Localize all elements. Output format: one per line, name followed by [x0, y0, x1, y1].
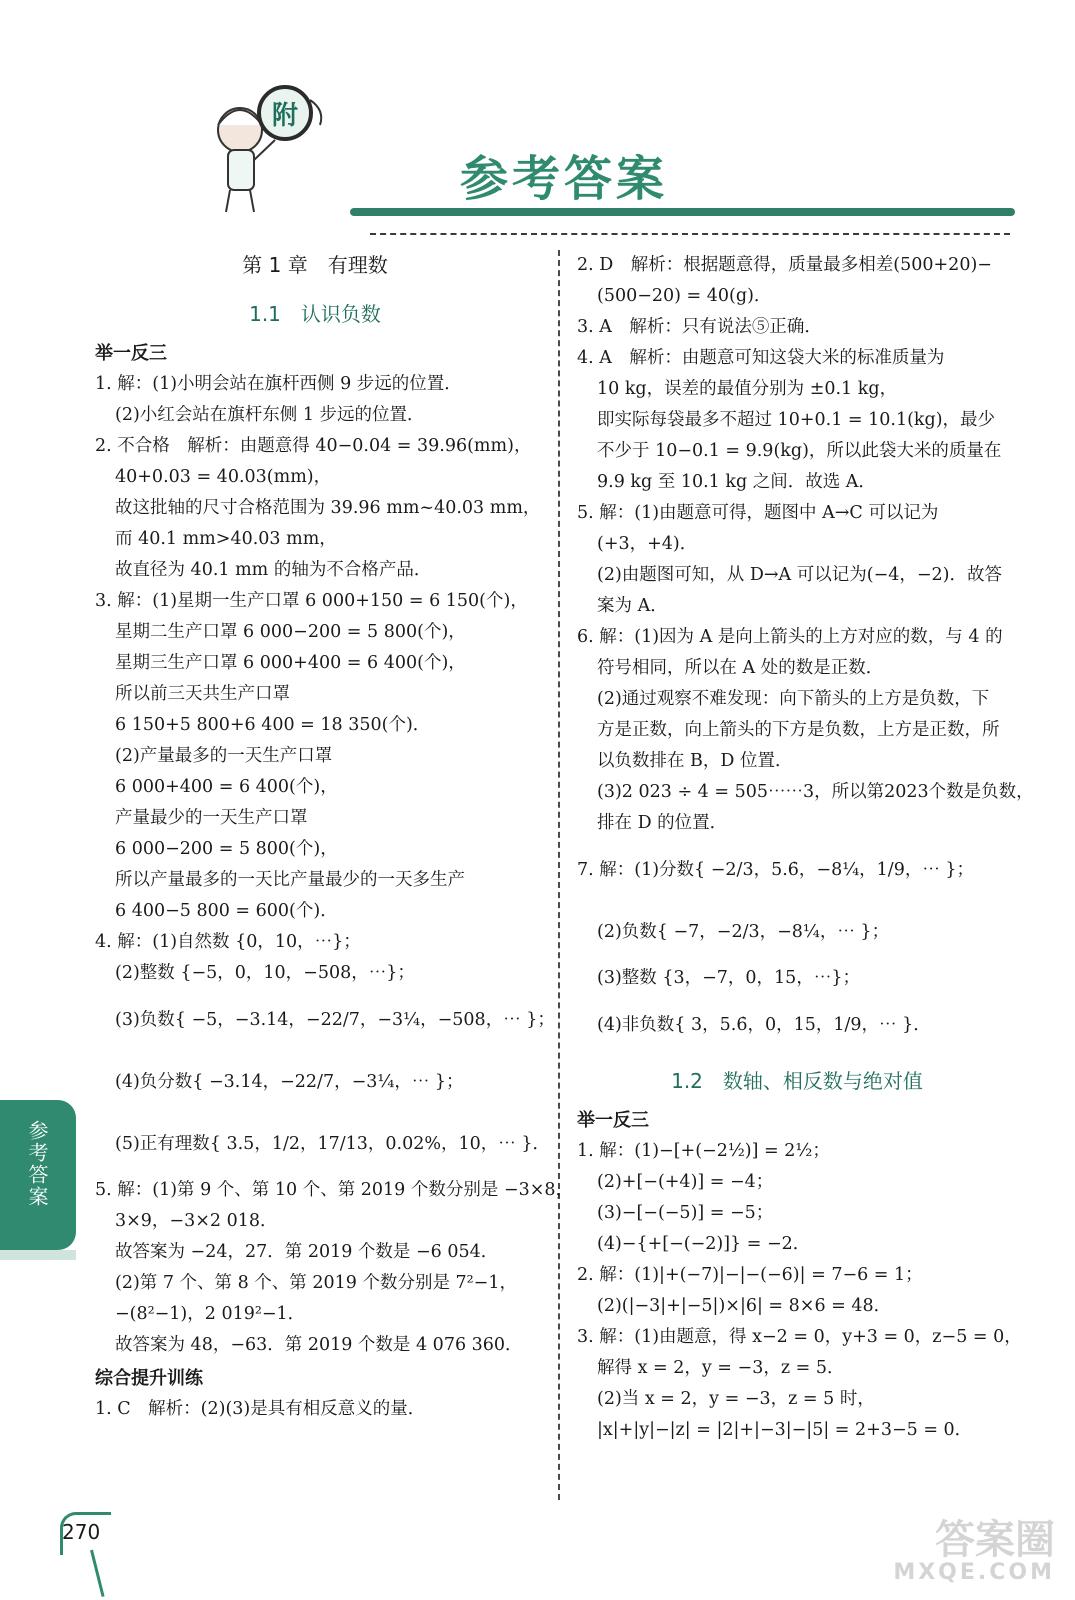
answer-line: (4)−{+[−(−2)]} = −2． — [597, 1234, 811, 1254]
answer-line: 故答案为 −24，27．第 2019 个数是 −6 054． — [115, 1242, 499, 1262]
answer-line: 方是正数，向上箭头的下方是负数，上方是正数，所 — [597, 720, 1000, 740]
answer-line: 10 kg，误差的最值分别为 ±0.1 kg， — [597, 379, 898, 399]
answer-line: −(8²−1)，2 019²−1． — [115, 1304, 306, 1324]
page-number-stem — [90, 1550, 105, 1597]
answer-line: 排在 D 的位置． — [597, 813, 728, 833]
answer-line: 6 150+5 800+6 400 = 18 350(个)． — [115, 715, 431, 735]
answer-line: (3)负数{ −5，−3.14，−22/7，−3¼，−508，⋯ }； — [115, 1010, 555, 1030]
answer-line: 故这批轴的尺寸合格范围为 39.96 mm~40.03 mm， — [115, 498, 541, 518]
answer-line: 3. A 解析：只有说法⑤正确． — [577, 317, 822, 337]
answer-line: 6 400−5 800 = 600(个)． — [115, 901, 338, 921]
answer-line: 6 000+400 = 6 400(个)， — [115, 777, 338, 797]
side-tab-foot — [0, 1250, 76, 1260]
answer-line: (4)负分数{ −3.14，−22/7，−3¼，⋯ }； — [115, 1072, 464, 1092]
answer-line: 解得 x = 2，y = −3，z = 5． — [597, 1358, 845, 1378]
answer-line: 产量最少的一天生产口罩 — [115, 808, 308, 828]
answer-line: 1. 解：(1)−[+(−2½)] = 2½； — [577, 1141, 830, 1161]
watermark-text: 答案圈 — [935, 1517, 1055, 1563]
answer-line: 3. 解：(1)由题意，得 x−2 = 0，y+3 = 0，z−5 = 0， — [577, 1327, 1022, 1347]
answer-line: (2)产量最多的一天生产口罩 — [115, 746, 333, 766]
answer-line: 即实际每袋最多不超过 10+0.1 = 10.1(kg)，最少 — [597, 410, 996, 430]
spacer — [577, 1056, 1017, 1066]
answer-line: 星期二生产口罩 6 000−200 = 5 800(个)， — [115, 622, 466, 642]
answer-line: (+3，+4)． — [597, 534, 698, 554]
answer-line: (5)正有理数{ 3.5，1/2，17/13，0.02%，10，⋯ }． — [115, 1134, 550, 1154]
appendix-badge: 附 — [257, 85, 313, 141]
watermark — [893, 1517, 1055, 1585]
answer-line: (3)整数 {3，−7，0，15，⋯}； — [597, 968, 860, 988]
answer-line: 2. 解：(1)|+(−7)|−|−(−6)| = 7−6 = 1； — [577, 1265, 923, 1285]
answer-line: |x|+|y|−|z| = |2|+|−3|−|5| = 2+3−5 = 0． — [597, 1420, 973, 1440]
answer-line: 1. C 解析：(2)(3)是具有相反意义的量． — [95, 1399, 426, 1419]
answer-line: 而 40.1 mm>40.03 mm， — [115, 529, 337, 549]
answer-line: 符号相同，所以在 A 处的数是正数． — [597, 658, 884, 678]
answer-line: 5. 解：(1)由题意可得，题图中 A→C 可以记为 — [577, 503, 939, 523]
answer-line: 案为 A． — [597, 596, 668, 616]
answer-line: 以负数排在 B，D 位置． — [597, 751, 793, 771]
page-number: 270 — [62, 1520, 101, 1544]
right-column — [577, 250, 1034, 1446]
answer-line: (2)负数{ −7，−2/3，−8¼，⋯ }； — [597, 922, 890, 942]
answer-line: (500−20) = 40(g)． — [597, 286, 772, 306]
answer-line: (2)(|−3|+|−5|)×|6| = 8×6 = 48． — [597, 1296, 892, 1316]
side-tab-label: 参考答案 — [25, 1120, 49, 1208]
header-rule — [350, 208, 1015, 216]
chapter-title: 第 1 章 有理数 — [242, 253, 388, 277]
header-dashed-rule — [370, 233, 1010, 235]
answer-line: 4. 解：(1)自然数 {0，10，⋯}； — [95, 932, 361, 952]
answer-line: (2)整数 {−5，0，10，−508，⋯}； — [115, 963, 415, 983]
answer-line: (2)小红会站在旗杆东侧 1 步远的位置． — [115, 405, 425, 425]
answer-line: 故直径为 40.1 mm 的轴为不合格产品． — [115, 560, 432, 580]
column-divider — [558, 250, 560, 1500]
page-title: 参考答案 — [460, 151, 669, 207]
answer-line: 2. 不合格 解析：由题意得 40−0.04 = 39.96(mm)， — [95, 436, 532, 456]
sub-heading: 举一反三 — [95, 343, 167, 364]
answer-line: (4)非负数{ 3，5.6̇，0，15，1/9，⋯ }． — [597, 1015, 931, 1035]
answer-line: 3×9，−3×2 018． — [115, 1211, 278, 1231]
answer-line: (2)当 x = 2，y = −3，z = 5 时， — [597, 1389, 875, 1409]
answer-line: (3)2 023 ÷ 4 = 505⋯⋯3，所以第2023个数是负数， — [597, 782, 1034, 802]
answer-line: 4. A 解析：由题意可知这袋大米的标准质量为 — [577, 348, 945, 368]
watermark-url: MXQE.COM — [893, 1560, 1055, 1585]
section-title: 1.2 数轴、相反数与绝对值 — [671, 1069, 923, 1093]
answer-line: (2)+[−(+4)] = −4； — [597, 1172, 774, 1192]
answer-line: 所以前三天共生产口罩 — [115, 684, 290, 704]
answer-line: 1. 解：(1)小明会站在旗杆西侧 9 步远的位置． — [95, 374, 462, 394]
section-title: 1.1 认识负数 — [249, 302, 381, 326]
left-column — [95, 250, 574, 1425]
answer-line: 2. D 解析：根据题意得，质量最多相差(500+20)− — [577, 255, 992, 275]
answer-line: 7. 解：(1)分数{ −2/3，5.6̇，−8¼，1/9，⋯ }； — [577, 860, 975, 880]
answer-line: 9.9 kg 至 10.1 kg 之间．故选 A． — [597, 472, 876, 492]
answer-line: 故答案为 48，−63．第 2019 个数是 4 076 360． — [115, 1335, 523, 1355]
sub-heading: 举一反三 — [577, 1110, 649, 1131]
answer-line: (2)通过观察不难发现：向下箭头的上方是负数，下 — [597, 689, 990, 709]
answer-line: 40+0.03 = 40.03(mm)， — [115, 467, 332, 487]
answer-line: 不少于 10−0.1 = 9.9(kg)，所以此袋大米的质量在 — [597, 441, 1002, 461]
answer-line: (3)−[−(−5)] = −5； — [597, 1203, 774, 1223]
answer-line: 5. 解：(1)第 9 个、第 10 个、第 2019 个数分别是 −3×8， — [95, 1180, 574, 1200]
answer-line: 3. 解：(1)星期一生产口罩 6 000+150 = 6 150(个)， — [95, 591, 528, 611]
answer-line: (2)第 7 个、第 8 个、第 2019 个数分别是 7²−1， — [115, 1273, 517, 1293]
answer-line: 6 000−200 = 5 800(个)， — [115, 839, 338, 859]
answer-line: 星期三生产口罩 6 000+400 = 6 400(个)， — [115, 653, 466, 673]
answer-line: 6. 解：(1)因为 A 是向上箭头的上方对应的数，与 4 的 — [577, 627, 1003, 647]
sub-heading: 综合提升训练 — [95, 1368, 203, 1389]
answer-line: 所以产量最多的一天比产量最少的一天多生产 — [115, 870, 465, 890]
answer-line: (2)由题图可知，从 D→A 可以记为(−4，−2)．故答 — [597, 565, 1002, 585]
